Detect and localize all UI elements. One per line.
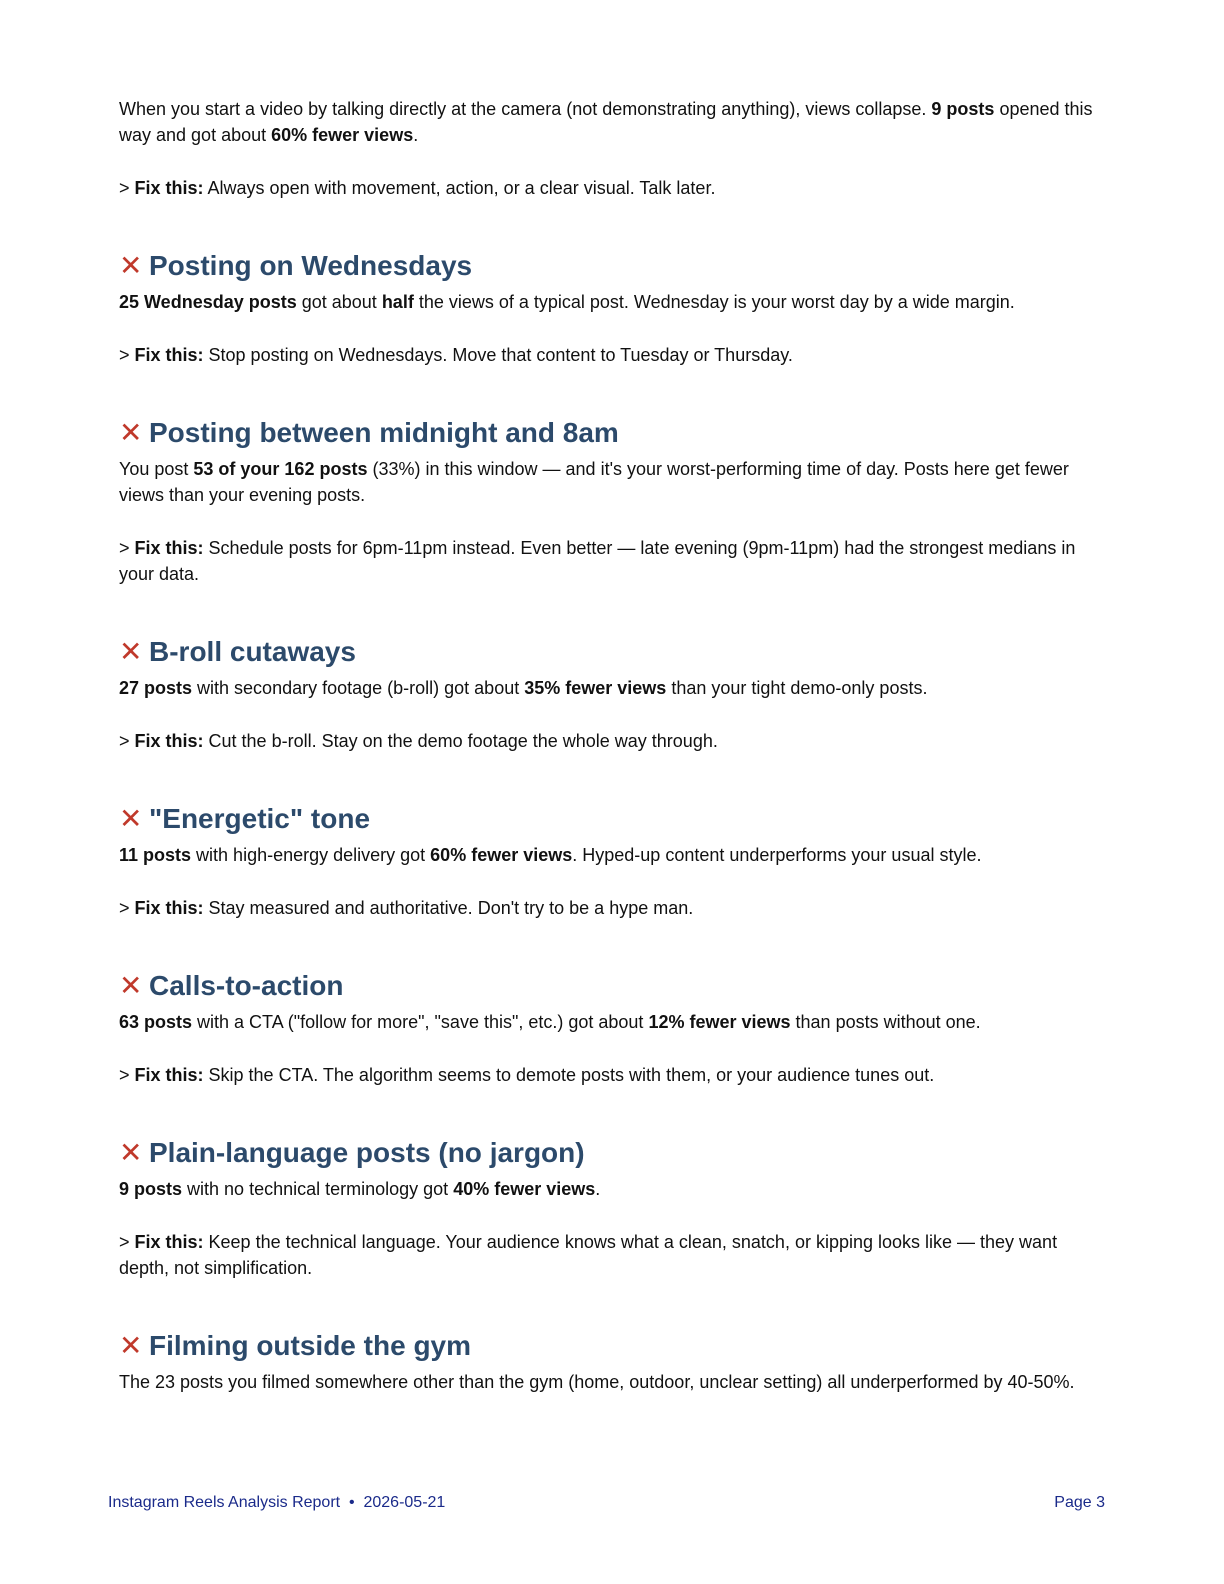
fix-text: Schedule posts for 6pm-11pm instead. Even better — late evening (9pm-11pm) had the strongest medians in your data. [119,538,1076,584]
body-text: You post [119,459,194,479]
section-heading [119,1329,1109,1363]
intro-text: When you start a video by talking directly at the camera (not demonstrating anything), views collapse. [119,99,932,119]
body-text: than posts without one. [790,1012,981,1032]
section-title: Posting between midnight and 8am [149,417,619,448]
section-fix [119,1062,1109,1088]
fix-text: Stay measured and authoritative. Don't try to be a hype man. [203,898,694,918]
intro-paragraph [119,96,1109,148]
bold-text: 27 posts [119,678,193,698]
body-text: than your tight demo-only posts. [666,678,928,698]
fix-text: Always open with movement, action, or a clear visual. Talk later. [203,178,716,198]
section-title: "Energetic" tone [149,803,371,834]
section-paragraph [119,456,1109,508]
fix-text: Skip the CTA. The algorithm seems to demote posts with them, or your audience tunes out. [203,1065,935,1085]
intro-bold: 9 posts [931,99,995,119]
section-heading [119,249,1109,283]
fix-text: Stop posting on Wednesdays. Move that content to Tuesday or Thursday. [203,345,793,365]
body-text: . [595,1179,601,1199]
fix-label: Fix this: [134,1065,204,1085]
fix-prefix: > [119,178,135,198]
section-fix [119,1229,1109,1281]
bold-text: 60% fewer views [430,845,573,865]
fix-prefix: > [119,345,135,365]
section-title: Calls-to-action [149,970,344,1001]
fix-prefix: > [119,731,135,751]
bold-text: 63 posts [119,1012,193,1032]
fix-label: Fix this: [134,538,204,558]
bold-text: 11 posts [119,845,192,865]
section-title: B-roll cutaways [149,636,356,667]
report-body [119,96,1109,1395]
cross-icon: ✕ [119,417,143,448]
bold-text: 9 posts [119,1179,183,1199]
page-number: Page 3 [1054,1494,1105,1511]
section-heading [119,1136,1109,1170]
cross-icon: ✕ [119,970,143,1001]
fix-text: Keep the technical language. Your audience knows what a clean, snatch, or kipping looks like — they want depth, not simplification. [119,1232,1058,1278]
intro-text: . [413,125,419,145]
fix-label: Fix this: [134,345,204,365]
section-heading [119,416,1109,450]
page-footer [108,1494,1105,1512]
section-heading [119,969,1109,1003]
body-text: got about [296,292,382,312]
body-text: with secondary footage (b-roll) got about [192,678,525,698]
fix-label: Fix this: [134,731,204,751]
bold-text: 25 Wednesday posts [119,292,297,312]
bold-text: 53 of your 162 posts [193,459,368,479]
section-heading [119,802,1109,836]
section-paragraph [119,1009,1109,1035]
fix-label: Fix this: [134,898,204,918]
fix-prefix: > [119,1065,135,1085]
cross-icon: ✕ [119,803,143,834]
cross-icon: ✕ [119,250,143,281]
bold-text: half [381,292,414,312]
section-paragraph [119,1176,1109,1202]
bold-text: 35% fewer views [524,678,667,698]
section-fix [119,895,1109,921]
cross-icon: ✕ [119,1330,143,1361]
section-paragraph [119,289,1109,315]
section-fix [119,342,1109,368]
fix-prefix: > [119,898,135,918]
fix-label: Fix this: [134,178,204,198]
section-paragraph [119,675,1109,701]
body-text: . Hyped-up content underperforms your usual style. [572,845,982,865]
fix-label: Fix this: [134,1232,204,1252]
body-text: the views of a typical post. Wednesday is your worst day by a wide margin. [413,292,1015,312]
body-text: The 23 posts you filmed somewhere other than the gym (home, outdoor, unclear setting) all underperformed by 40-50%. [119,1372,1075,1392]
intro-text: opened this way and got about [119,99,1093,145]
body-text: (33%) in this window — and it's your worst-performing time of day. Posts here get fewer views than your evening posts. [119,459,1069,505]
bold-text: 12% fewer views [648,1012,791,1032]
cross-icon: ✕ [119,1137,143,1168]
fix-prefix: > [119,1232,135,1252]
fix-text: Cut the b-roll. Stay on the demo footage the whole way through. [203,731,718,751]
fix-prefix: > [119,538,135,558]
footer-report-title: Instagram Reels Analysis Report • 2026-05-21 [108,1494,446,1511]
section-paragraph [119,1369,1109,1395]
cross-icon: ✕ [119,636,143,667]
bold-text: 40% fewer views [453,1179,596,1199]
section-title: Posting on Wednesdays [149,250,473,281]
section-fix [119,535,1109,587]
section-paragraph [119,842,1109,868]
section-fix [119,728,1109,754]
body-text: with high-energy delivery got [191,845,431,865]
body-text: with a CTA ("follow for more", "save this", etc.) got about [192,1012,649,1032]
body-text: with no technical terminology got [182,1179,454,1199]
intro-bold: 60% fewer views [271,125,414,145]
section-title: Plain-language posts (no jargon) [149,1137,585,1168]
section-title: Filming outside the gym [149,1330,472,1361]
intro-fix [119,175,1109,201]
section-heading [119,635,1109,669]
